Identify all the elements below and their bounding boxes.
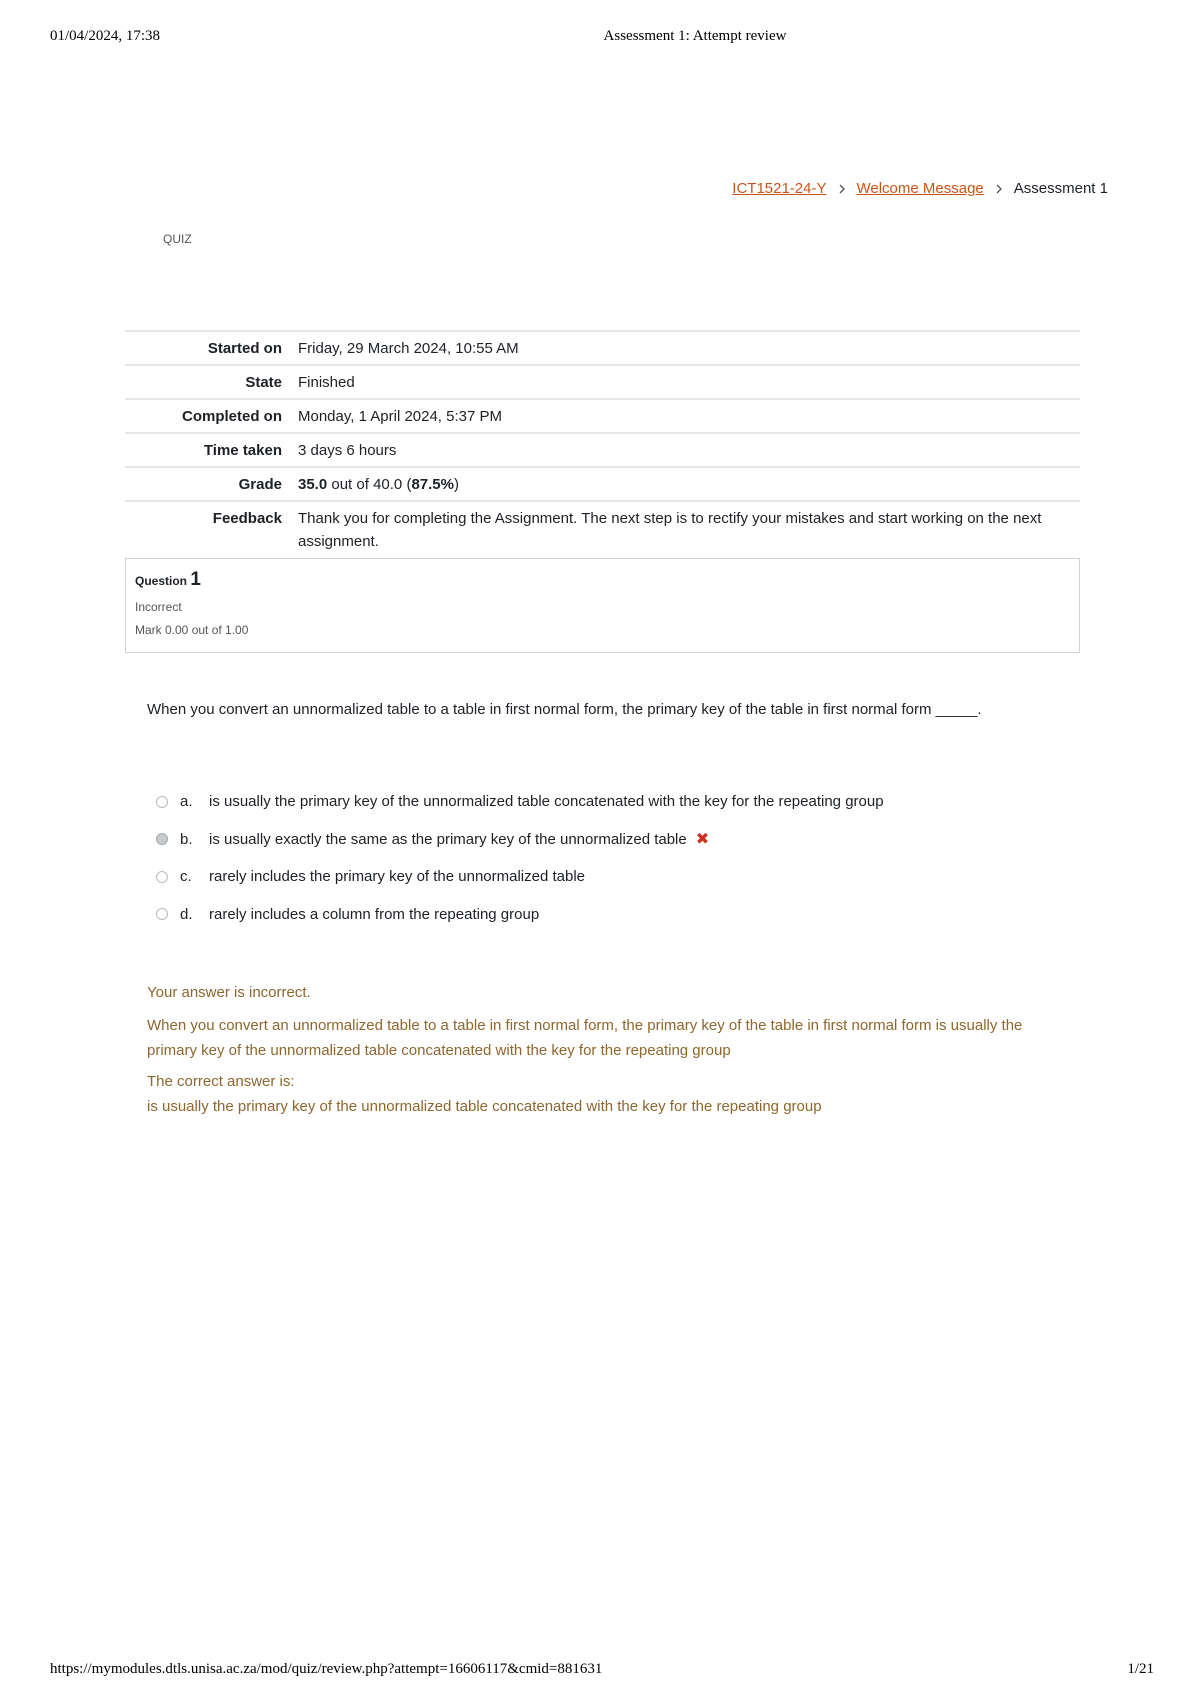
summary-row-feedback bbox=[125, 501, 1080, 557]
summary-row-grade bbox=[125, 467, 1080, 501]
grade-percent: 87.5% bbox=[411, 476, 454, 493]
answer-text: is usually the primary key of the unnormalized table concatenated with the key for the repeating group bbox=[209, 793, 884, 811]
breadcrumb-section-link[interactable]: Welcome Message bbox=[856, 180, 984, 197]
summary-label: Grade bbox=[238, 476, 282, 493]
summary-value: Finished bbox=[298, 374, 355, 391]
grade-score: 35.0 bbox=[298, 476, 328, 493]
question-info-box bbox=[125, 558, 1080, 653]
answer-letter: d. bbox=[180, 905, 193, 923]
summary-row-time-taken bbox=[125, 433, 1080, 467]
grade-value: 35.0 out of 40.0 (87.5%) bbox=[298, 476, 459, 493]
question-prefix: Question bbox=[135, 574, 188, 588]
answer-text: is usually exactly the same as the primary key of the unnormalized table bbox=[209, 830, 687, 848]
summary-row-state bbox=[125, 365, 1080, 399]
summary-value: Monday, 1 April 2024, 5:37 PM bbox=[298, 408, 503, 425]
answer-options bbox=[156, 783, 1076, 933]
right-answer: is usually the primary key of the unnormalized table concatenated with the key for the repeating group bbox=[147, 1098, 822, 1115]
print-url: https://mymodules.dtls.unisa.ac.za/mod/quiz/review.php?attempt=16606117&cmid=881631 bbox=[50, 1661, 603, 1677]
radio-button[interactable] bbox=[156, 871, 168, 883]
answer-letter: b. bbox=[180, 830, 193, 848]
summary-row-started bbox=[125, 331, 1080, 365]
attempt-summary-table bbox=[125, 330, 1080, 557]
breadcrumb bbox=[732, 180, 1108, 197]
answer-option-d[interactable] bbox=[156, 896, 1076, 934]
answer-text: rarely includes a column from the repeating group bbox=[209, 905, 540, 923]
chevron-right-icon bbox=[993, 183, 1005, 195]
print-footer bbox=[0, 1661, 1200, 1681]
question-text: When you convert an unnormalized table to a table in first normal form, the primary key of the table in first normal form _____. bbox=[147, 701, 982, 718]
right-answer-label: The correct answer is: bbox=[147, 1073, 295, 1090]
radio-button[interactable] bbox=[156, 796, 168, 808]
breadcrumb-course-link[interactable]: ICT1521-24-Y bbox=[732, 180, 827, 197]
answer-option-a[interactable] bbox=[156, 783, 1076, 821]
summary-label: Completed on bbox=[182, 408, 282, 425]
summary-label: Time taken bbox=[203, 442, 282, 459]
summary-value: 3 days 6 hours bbox=[298, 442, 397, 459]
question-number bbox=[135, 569, 1070, 591]
answer-text: rarely includes the primary key of the unnormalized table bbox=[209, 868, 586, 886]
print-header bbox=[0, 28, 1200, 48]
print-title: Assessment 1: Attempt review bbox=[603, 28, 787, 44]
grade-out-of: out of 40.0 bbox=[331, 476, 403, 493]
breadcrumb-current: Assessment 1 bbox=[1013, 180, 1108, 197]
answer-option-c[interactable] bbox=[156, 858, 1076, 896]
chevron-right-icon bbox=[836, 183, 848, 195]
answer-letter: c. bbox=[180, 868, 192, 886]
answer-letter: a. bbox=[180, 793, 193, 811]
print-datetime: 01/04/2024, 17:38 bbox=[50, 28, 161, 44]
summary-value: Friday, 29 March 2024, 10:55 AM bbox=[298, 340, 519, 357]
overall-feedback: Thank you for completing the Assignment. The next step is to rectify your mistakes and start working on the next assignment. bbox=[298, 510, 1042, 550]
question-feedback bbox=[147, 980, 1072, 1119]
answer-option-b[interactable] bbox=[156, 821, 1076, 859]
summary-label: Started on bbox=[207, 340, 282, 357]
specific-feedback: Your answer is incorrect. bbox=[147, 984, 311, 1001]
incorrect-x-icon: ✖ bbox=[695, 831, 710, 849]
summary-label: State bbox=[245, 374, 282, 391]
page-label: QUIZ bbox=[163, 232, 192, 246]
general-feedback: When you convert an unnormalized table to a table in first normal form, the primary key of the table in first normal form is usually the primary key of the unnormalized table concatenated with the key for the repeating group bbox=[147, 1017, 1023, 1059]
summary-label: Feedback bbox=[212, 510, 282, 527]
question-mark: Mark 0.00 out of 1.00 bbox=[135, 623, 249, 637]
radio-button-selected[interactable] bbox=[156, 833, 168, 845]
radio-button[interactable] bbox=[156, 908, 168, 920]
print-page-number: 1/21 bbox=[1127, 1661, 1154, 1677]
question-state: Incorrect bbox=[135, 600, 182, 614]
question-number-value: 1 bbox=[190, 569, 201, 590]
summary-row-completed bbox=[125, 399, 1080, 433]
